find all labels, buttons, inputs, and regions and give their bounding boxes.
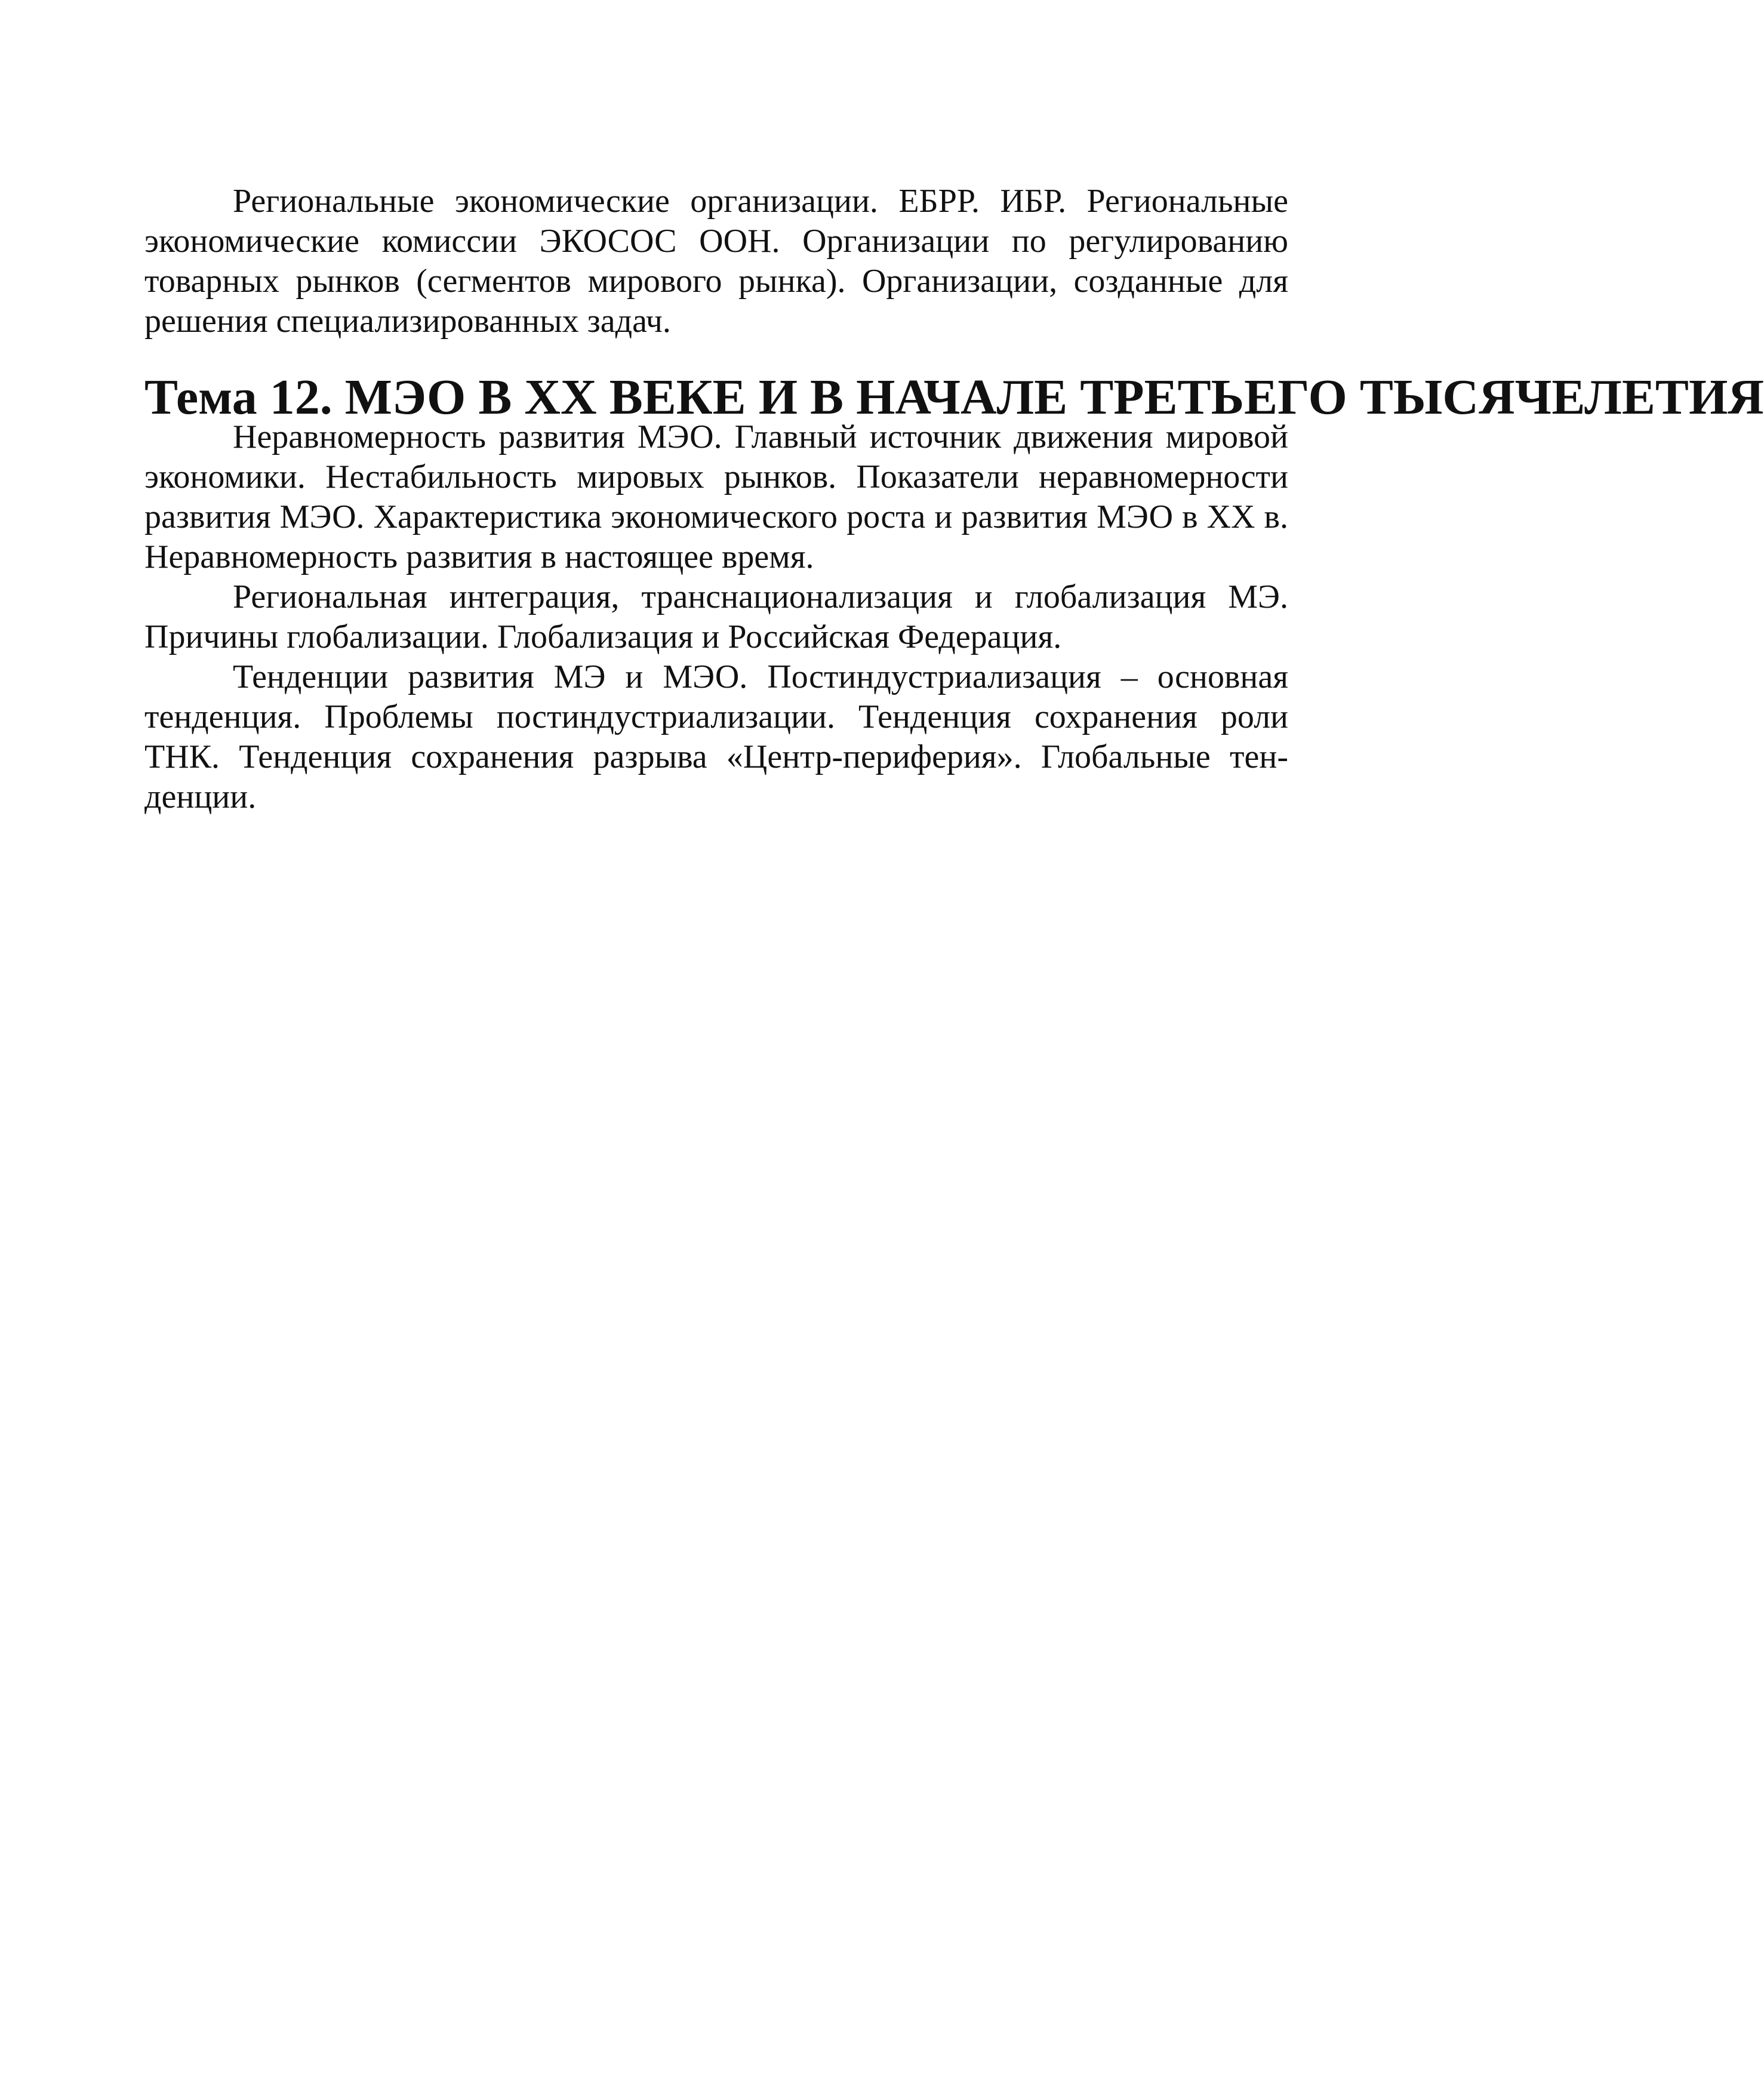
topic-12-heading: Тема 12. МЭО В ХХ ВЕКЕ И В НАЧАЛЕ ТРЕТЬЕГО ТЫСЯЧЕЛЕТИЯ xyxy=(144,369,1764,425)
intro-paragraph: Региональные экономические организации. ЕБРР. ИБР. Региональные экономические комиссии ЭКОСОС ООН. Организации по регулированию товарных рынков (сегментов мирового рынка). Организации, созданные для решения специализированных задач. xyxy=(144,183,1288,340)
topic-12-paragraph-2: Региональная интеграция, транснационализация и глобализация МЭ. Причины глобализации. Глобализация и Российская Федерация. xyxy=(144,578,1288,655)
topic-12-paragraph-3: Тенденции развития МЭ и МЭО. Постиндустриализация – основная тенденция. Проблемы постиндустриализации. Тенденция сохранения роли ТНК. Тенденция сохранения разрыва «Центр-периферия». Глобальные тенденции. xyxy=(144,658,1288,815)
page-content xyxy=(144,181,1764,817)
topic-12-paragraph-1: Неравномерность развития МЭО. Главный источник движения мировой экономики. Нестабильность мировых рынков. Показатели неравномерности развития МЭО. Характеристика экономического роста и развития МЭО в XX в. Неравномерность развития в настоящее время. xyxy=(144,418,1288,575)
